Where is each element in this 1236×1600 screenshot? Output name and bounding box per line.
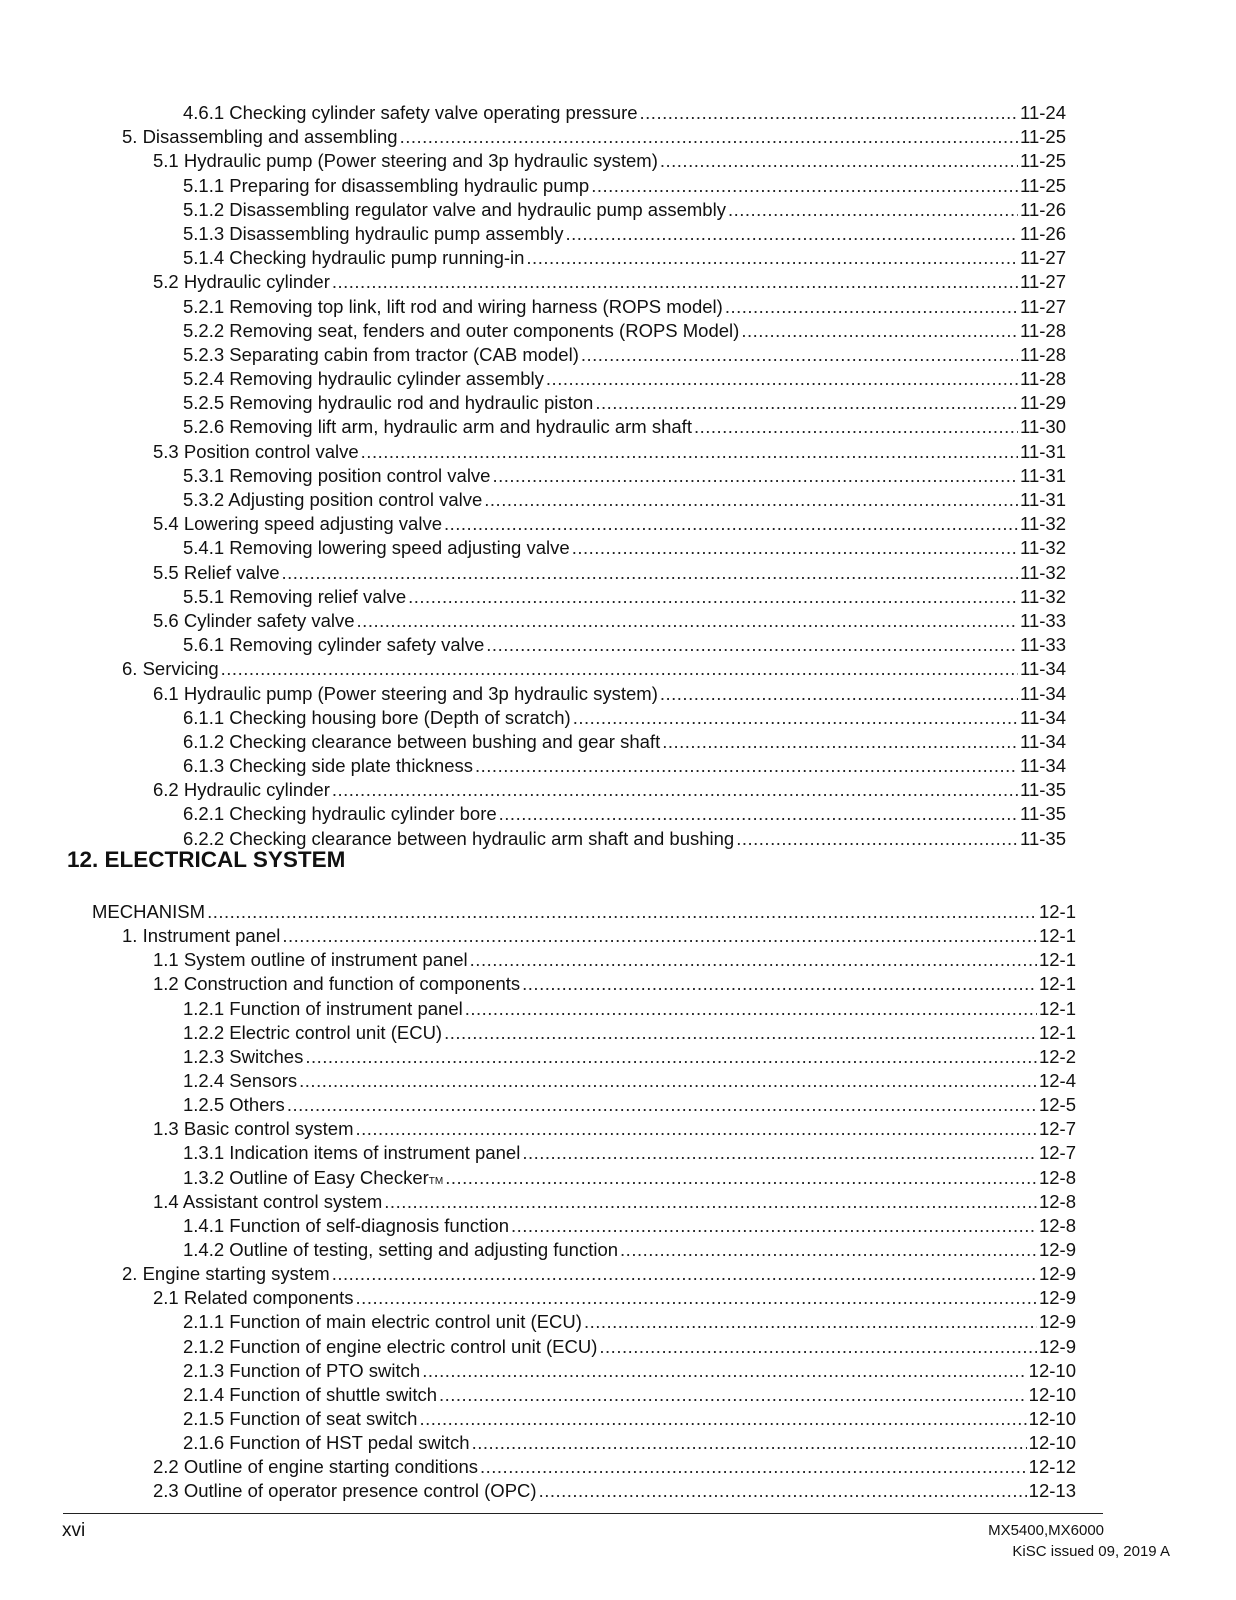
toc-leader-dots [660,149,1018,173]
toc-entry[interactable] [0,512,1236,536]
toc-entry[interactable] [0,1214,1236,1238]
toc-leader-dots [539,1479,1027,1503]
toc-entry-page: 11-26 [1020,222,1066,244]
toc-entry-title: 6.1 Hydraulic pump (Power steering and 3p hydraulic system) [153,682,658,704]
footer-issue: KiSC issued 09, 2019 A [1012,1543,1170,1560]
toc-entry[interactable] [0,270,1236,294]
toc-leader-dots [662,730,1018,754]
toc-entry[interactable] [0,1286,1236,1310]
toc-entry-title: 1.2 Construction and function of components [153,973,521,995]
toc-entry-title: 5.1 Hydraulic pump (Power steering and 3p hydraulic system) [153,150,658,172]
toc-leader-dots [470,948,1037,972]
toc-entry-title: 5.4 Lowering speed adjusting valve [153,513,442,535]
toc-entry-title: 6.1.1 Checking housing bore (Depth of scratch) [183,706,571,728]
toc-leader-dots [595,391,1018,415]
toc-entry[interactable] [0,1455,1236,1479]
toc-leader-dots [305,1045,1037,1069]
toc-leader-dots [584,1310,1037,1334]
toc-list-chapter-12 [0,900,1236,1504]
toc-entry-page: 12-8 [1038,1166,1076,1188]
toc-entry[interactable] [0,706,1236,730]
toc-entry-title: 1.4.1 Function of self-diagnosis function [183,1214,509,1236]
toc-leader-dots [475,754,1018,778]
toc-leader-dots [573,706,1018,730]
toc-entry[interactable] [0,754,1236,778]
toc-entry-title: 5.2.5 Removing hydraulic rod and hydraulic piston [183,392,594,414]
toc-entry[interactable] [0,561,1236,585]
toc-entry-page: 12-9 [1038,1238,1076,1260]
toc-entry-title: 5.2.3 Separating cabin from tractor (CAB model) [183,343,579,365]
toc-leader-dots [591,174,1018,198]
toc-entry[interactable] [0,1310,1236,1334]
toc-entry[interactable] [0,1021,1236,1045]
toc-leader-dots [444,1021,1037,1045]
toc-entry-title: 5.6 Cylinder safety valve [153,609,355,631]
toc-entry[interactable] [0,1190,1236,1214]
toc-entry-title: 4.6.1 Checking cylinder safety valve operating pressure [183,102,638,123]
toc-entry-page: 11-31 [1020,464,1066,486]
toc-entry-title: 1.1 System outline of instrument panel [153,949,468,971]
toc-entry-page: 11-31 [1020,489,1066,510]
toc-entry-page: 11-34 [1020,706,1066,728]
toc-leader-dots [465,997,1037,1021]
toc-entry[interactable] [0,415,1236,439]
toc-entry[interactable] [0,657,1236,681]
toc-entry[interactable] [0,802,1236,826]
toc-entry-title: 5.1.4 Checking hydraulic pump running-in [183,247,525,269]
toc-leader-dots [660,682,1018,706]
toc-entry-page: 12-7 [1038,1118,1076,1140]
toc-entry[interactable] [0,440,1236,464]
toc-entry-page: 12-7 [1038,1142,1076,1164]
toc-entry-title: 2.1.4 Function of shuttle switch [183,1383,437,1405]
toc-leader-dots [445,1166,1037,1190]
toc-leader-dots [484,488,1018,512]
toc-entry-page: 12-1 [1038,997,1076,1019]
toc-entry[interactable] [0,1117,1236,1141]
toc-entry-page: 11-34 [1020,755,1066,777]
toc-entry-title: 1.4 Assistant control system [153,1190,383,1212]
toc-entry-page: 12-1 [1038,1021,1076,1043]
toc-entry-page: 12-8 [1038,1190,1076,1212]
toc-leader-dots [422,1359,1026,1383]
toc-list-chapter-11 [0,101,1236,851]
toc-entry[interactable] [0,900,1236,924]
toc-entry[interactable] [0,633,1236,657]
toc-entry-page: 12-10 [1028,1407,1076,1429]
toc-entry-page: 12-1 [1038,925,1076,947]
toc-entry-page: 11-28 [1020,319,1066,341]
toc-entry-title: 1.3.1 Indication items of instrument panel [183,1142,521,1164]
toc-entry-page: 11-34 [1020,682,1066,704]
toc-entry[interactable] [0,536,1236,560]
toc-entry-title: MECHANISM [92,901,206,922]
toc-leader-dots [357,609,1019,633]
toc-entry-page: 11-26 [1020,198,1066,220]
toc-entry[interactable] [0,1479,1236,1503]
toc-entry-page: 11-27 [1020,271,1066,293]
toc-entry-page: 12-2 [1038,1045,1076,1067]
toc-entry-page: 12-9 [1038,1335,1076,1357]
toc-leader-dots [725,295,1018,319]
toc-entry[interactable] [0,585,1236,609]
toc-entry-title: 6. Servicing [122,658,219,680]
toc-entry-title: 5.2.4 Removing hydraulic cylinder assembly [183,368,544,390]
toc-entry[interactable] [0,174,1236,198]
toc-leader-dots [444,512,1018,536]
toc-entry-title: 2.1.5 Function of seat switch [183,1407,418,1429]
toc-leader-dots [565,222,1018,246]
toc-entry-page: 11-25 [1020,174,1066,196]
toc-entry-page: 12-9 [1038,1311,1076,1333]
toc-entry-title: 5.2.1 Removing top link, lift rod and wiring harness (ROPS model) [183,295,723,317]
toc-entry-title: 5.1.1 Preparing for disassembling hydraulic pump [183,174,590,196]
toc-entry[interactable] [0,1431,1236,1455]
toc-entry[interactable] [0,997,1236,1021]
toc-entry-title: 2.3 Outline of operator presence control (OPC) [153,1480,537,1502]
toc-leader-dots [581,343,1018,367]
toc-entry[interactable] [0,246,1236,270]
toc-leader-dots [522,1141,1037,1165]
toc-leader-dots [356,1117,1037,1141]
toc-leader-dots [361,440,1018,464]
toc-leader-dots [620,1238,1037,1262]
toc-entry-page: 12-10 [1028,1432,1076,1454]
toc-entry-page: 12-9 [1038,1287,1076,1309]
footer-model: MX5400,MX6000 [988,1522,1104,1539]
toc-entry[interactable] [0,1238,1236,1262]
toc-entry[interactable] [0,1383,1236,1407]
toc-leader-dots [221,657,1018,681]
toc-entry-title: 5.1.3 Disassembling hydraulic pump assembly [183,222,564,244]
toc-leader-dots [408,585,1018,609]
toc-entry-title: 2.1 Related components [153,1287,354,1309]
toc-entry-page: 12-1 [1038,949,1076,971]
toc-leader-dots [356,1286,1037,1310]
toc-entry-page: 12-1 [1038,901,1076,922]
toc-entry-page: 11-28 [1020,343,1066,365]
toc-leader-dots [207,900,1037,924]
toc-entry[interactable]: 1.3.2 Outline of Easy Checker TM ..... 12-8 [0,1166,1236,1190]
toc-entry-title: 1.2.2 Electric control unit (ECU) [183,1021,443,1043]
toc-entry-title: 1.4.2 Outline of testing, setting and adjusting function [183,1238,619,1260]
toc-entry-page: 12-9 [1038,1263,1076,1285]
toc-entry-title: 5.5.1 Removing relief valve [183,585,407,607]
toc-entry[interactable] [0,1407,1236,1431]
toc-entry-title: 2.1.6 Function of HST pedal switch [183,1432,470,1454]
toc-leader-dots [499,802,1018,826]
toc-entry-title: 2.1.2 Function of engine electric control unit (ECU) [183,1335,598,1357]
toc-entry-title: 6.1.3 Checking side plate thickness [183,755,474,777]
toc-entry[interactable] [0,1045,1236,1069]
toc-entry-page: 11-33 [1020,634,1066,656]
toc-leader-dots [472,1431,1027,1455]
toc-entry[interactable] [0,343,1236,367]
toc-entry-title: 1.2.1 Function of instrument panel [183,997,463,1019]
toc-entry-title: 5.6.1 Removing cylinder safety valve [183,634,485,656]
toc-entry-title: 6.2 Hydraulic cylinder [153,779,330,801]
toc-leader-dots [694,415,1018,439]
toc-entry[interactable] [0,778,1236,802]
toc-entry-page: 12-12 [1028,1456,1076,1478]
toc-entry[interactable] [0,1359,1236,1383]
toc-entry-title: 5.4.1 Removing lowering speed adjusting valve [183,537,570,559]
toc-entry-page: 11-31 [1020,440,1066,462]
toc-entry-page: 11-30 [1020,416,1066,438]
toc-entry-title: 2.1.1 Function of main electric control unit (ECU) [183,1311,582,1333]
toc-leader-dots [736,827,1018,851]
toc-entry-title: 5.5 Relief valve [153,561,280,583]
toc-entry-page: 11-28 [1020,368,1066,390]
toc-entry-page: 12-8 [1038,1214,1076,1236]
toc-entry-title: 6.2.2 Checking clearance between hydraulic arm shaft and bushing [183,827,735,849]
toc-entry-title: 1.2.5 Others [183,1094,285,1116]
toc-entry-page: 11-34 [1020,658,1066,680]
toc-entry-page: 11-34 [1020,730,1066,752]
toc-entry[interactable] [0,1335,1236,1359]
toc-leader-dots [281,561,1018,585]
toc-entry-title: 1.2.3 Switches [183,1045,304,1067]
toc-entry-page: 11-35 [1020,827,1066,849]
toc-entry[interactable] [0,972,1236,996]
toc-entry-page: 11-27 [1020,295,1066,317]
toc-entry[interactable] [0,1093,1236,1117]
toc-entry-title: 5.2.2 Removing seat, fenders and outer components (ROPS Model) [183,319,740,341]
toc-leader-dots [400,125,1018,149]
toc-entry-page: 11-25 [1020,150,1066,172]
toc-leader-dots [332,1262,1037,1286]
toc-entry-title: 5.2.6 Removing lift arm, hydraulic arm and hydraulic arm shaft [183,416,692,438]
toc-entry[interactable] [0,367,1236,391]
toc-entry[interactable] [0,295,1236,319]
toc-leader-dots [741,319,1018,343]
toc-entry-title: 5.1.2 Disassembling regulator valve and hydraulic pump assembly [183,198,726,220]
toc-entry[interactable] [0,682,1236,706]
toc-entry[interactable] [0,1069,1236,1093]
toc-entry-page: 11-32 [1020,561,1066,583]
toc-entry[interactable] [0,464,1236,488]
toc-entry-page: 11-32 [1020,513,1066,535]
toc-entry[interactable] [0,149,1236,173]
toc-entry-page: 11-35 [1020,779,1066,801]
toc-entry-page: 11-27 [1020,247,1066,269]
toc-entry-page: 12-1 [1038,973,1076,995]
toc-entry-page: 12-10 [1028,1383,1076,1405]
toc-entry-title: 5.3.1 Removing position control valve [183,464,491,486]
toc-leader-dots [526,246,1018,270]
toc-entry-title: 1.3 Basic control system [153,1118,354,1140]
toc-entry-title: 2.1.3 Function of PTO switch [183,1359,421,1381]
toc-entry-page: 12-13 [1028,1480,1076,1502]
toc-entry-page: 11-32 [1020,585,1066,607]
toc-entry[interactable] [0,222,1236,246]
toc-entry-title: 6.1.2 Checking clearance between bushing and gear shaft [183,730,661,752]
toc-leader-dots [486,633,1018,657]
toc-entry-page: 11-32 [1020,537,1066,559]
toc-leader-dots [492,464,1018,488]
toc-entry[interactable] [0,609,1236,633]
toc-entry[interactable] [0,488,1236,512]
toc-entry-page: 12-5 [1038,1094,1076,1116]
toc-leader-dots [480,1455,1027,1479]
toc-entry-title: 1.2.4 Sensors [183,1069,298,1091]
toc-entry[interactable] [0,198,1236,222]
toc-entry[interactable] [0,125,1236,149]
toc-leader-dots [299,1069,1037,1093]
toc-leader-dots [419,1407,1026,1431]
toc-leader-dots [640,101,1019,125]
toc-leader-dots [332,778,1018,802]
footer-divider [63,1513,1103,1514]
toc-entry[interactable] [0,948,1236,972]
toc-entry-title: 6.2.1 Checking hydraulic cylinder bore [183,803,497,825]
toc-entry-title: 5. Disassembling and assembling [122,126,398,148]
toc-leader-dots [599,1335,1037,1359]
toc-leader-dots [439,1383,1027,1407]
toc-entry[interactable] [0,730,1236,754]
toc-entry[interactable] [0,1141,1236,1165]
toc-leader-dots [511,1214,1037,1238]
toc-entry-page: 12-4 [1038,1069,1076,1091]
toc-leader-dots [728,198,1018,222]
section-heading: 12. ELECTRICAL SYSTEM [67,847,346,872]
toc-entry-title: 2. Engine starting system [122,1263,330,1285]
toc-entry[interactable] [0,391,1236,415]
toc-entry-page: 11-25 [1020,126,1066,148]
toc-entry-title: 5.2 Hydraulic cylinder [153,271,330,293]
toc-leader-dots [546,367,1018,391]
toc-entry-title: 5.3.2 Adjusting position control valve [183,489,483,510]
toc-leader-dots [282,924,1037,948]
toc-entry[interactable] [0,924,1236,948]
toc-entry-page: 11-29 [1020,392,1066,414]
footer-page-number: xvi [62,1520,86,1541]
toc-leader-dots [287,1093,1037,1117]
toc-entry-page: 12-10 [1028,1359,1076,1381]
toc-entry[interactable] [0,319,1236,343]
toc-entry[interactable] [0,101,1236,125]
toc-entry-page: 11-33 [1020,609,1066,631]
toc-entry[interactable] [0,1262,1236,1286]
toc-entry-title: 5.3 Position control valve [153,440,359,462]
toc-leader-dots [384,1190,1037,1214]
toc-leader-dots [522,972,1037,996]
toc-entry-title: 1. Instrument panel [122,925,281,947]
toc-entry-title: 1.3.2 Outline of Easy Checker [183,1166,429,1188]
toc-entry-page: 11-24 [1020,102,1066,123]
toc-leader-dots [572,536,1018,560]
toc-entry-page: 11-35 [1020,803,1066,825]
toc-entry-title: 2.2 Outline of engine starting conditions [153,1456,478,1478]
toc-leader-dots [332,270,1018,294]
